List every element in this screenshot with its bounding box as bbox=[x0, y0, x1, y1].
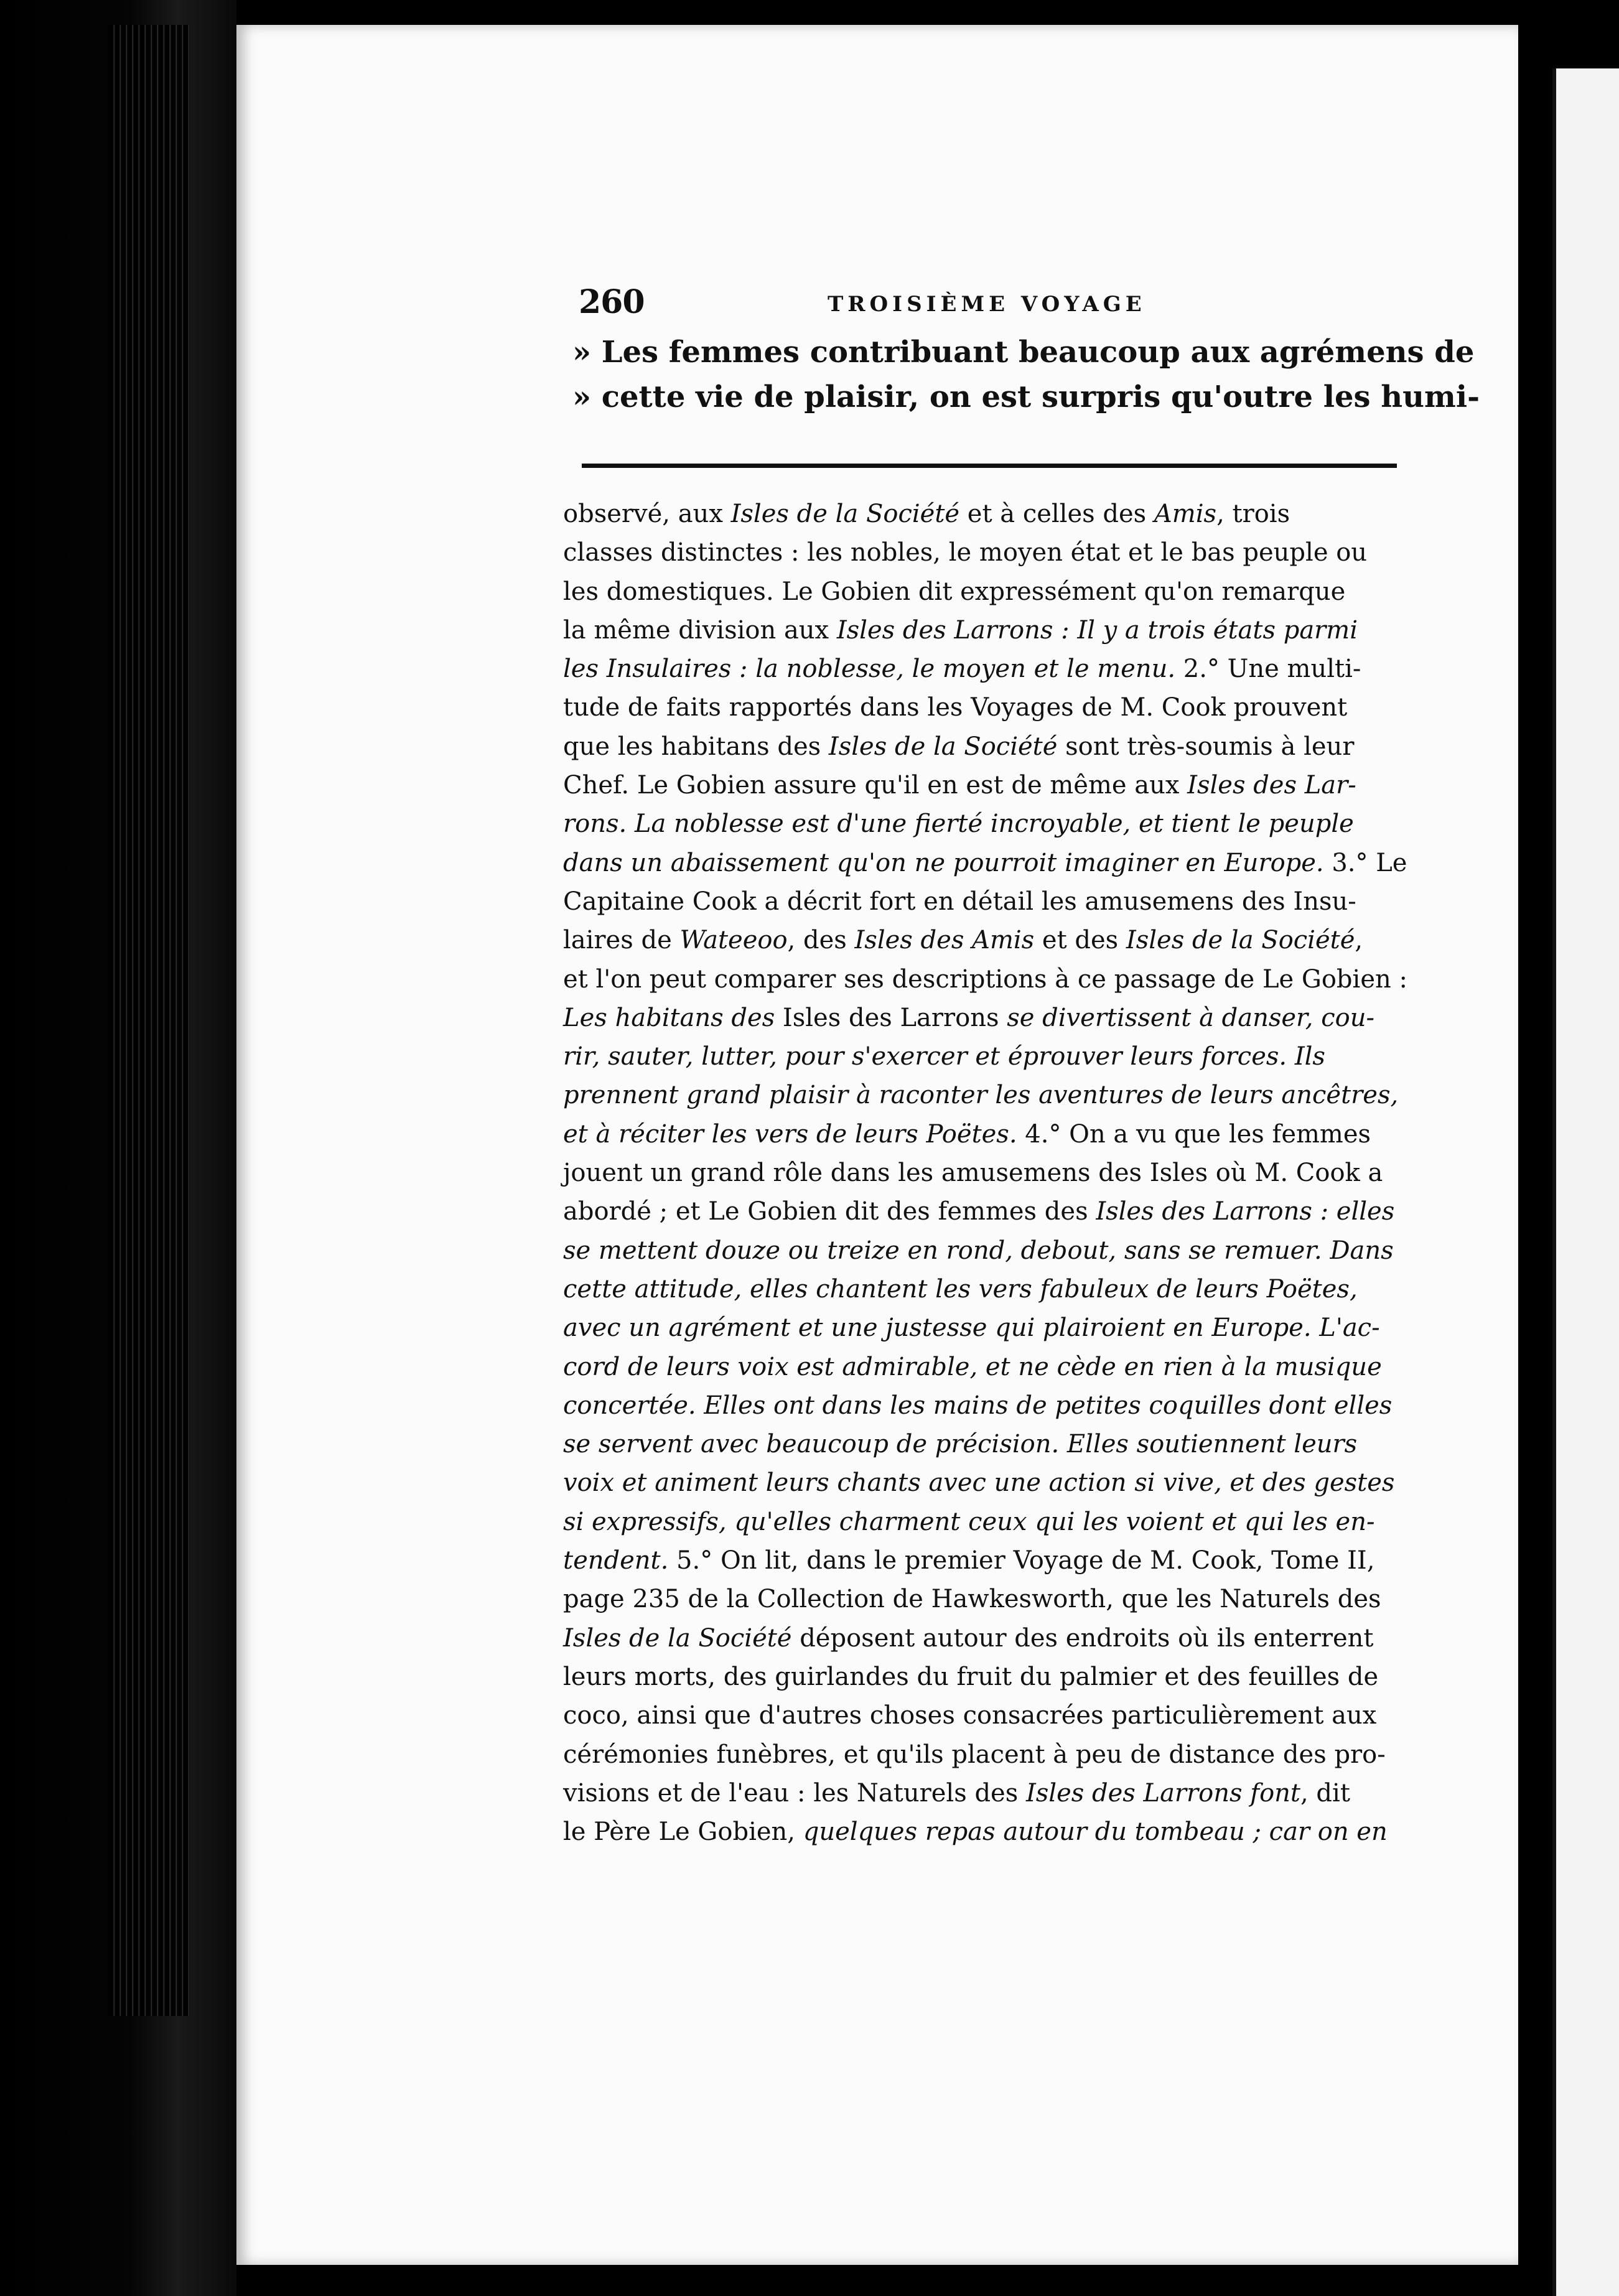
page-number: 260 bbox=[579, 283, 645, 321]
facing-page-edge bbox=[1552, 68, 1619, 2296]
italic-run: cette attitude, elles chantent les vers fabuleux de leurs Poëtes, bbox=[563, 1274, 1358, 1304]
body-text bbox=[563, 495, 1407, 1851]
text-line bbox=[563, 611, 1384, 650]
text-run: , dit bbox=[1300, 1778, 1350, 1808]
text-line bbox=[563, 1192, 1395, 1231]
italic-run: et à réciter les vers de leurs Poëtes. bbox=[563, 1119, 1017, 1149]
text-line bbox=[563, 727, 1384, 766]
italic-run: rons. La noblesse est d'une fierté incroyable, et tient le peuple bbox=[563, 810, 1354, 839]
text-run: 3.° Le bbox=[1323, 848, 1407, 877]
text-run: coco, ainsi que d'autres choses consacrées particulièrement aux bbox=[563, 1701, 1377, 1730]
italic-run: concertée. Elles ont dans les mains de petites coquilles dont elles bbox=[563, 1391, 1393, 1420]
text-run: , bbox=[1355, 926, 1363, 955]
italic-run: se divertissent à danser, cou- bbox=[1007, 1003, 1374, 1032]
text-line bbox=[563, 1580, 1384, 1618]
italic-run: Isles des Lar- bbox=[1187, 771, 1356, 800]
italic-run: Isles de la Société bbox=[563, 1623, 792, 1653]
text-line bbox=[563, 1348, 1384, 1386]
text-line bbox=[563, 1076, 1399, 1114]
text-run: et l'on peut comparer ses descriptions à ce passage de Le Gobien : bbox=[563, 964, 1407, 994]
text-line bbox=[563, 572, 1384, 611]
text-run: et des bbox=[1034, 926, 1126, 955]
text-run: et à celles des bbox=[959, 500, 1154, 528]
italic-run: Isles de la Société bbox=[1126, 926, 1355, 955]
text-run: Chef. Le Gobien assure qu'il en est de même aux bbox=[563, 771, 1188, 800]
quote-line: » Les femmes contribuant beaucoup aux agrémens de bbox=[572, 335, 1475, 370]
text-line bbox=[563, 1309, 1384, 1347]
italic-run: les Insulaires : la noblesse, le moyen et le menu. bbox=[563, 655, 1176, 684]
italic-run: quelques repas autour du tombeau ; car on en bbox=[803, 1818, 1388, 1847]
italic-run: Isles des Larrons : Il y a trois états parmi bbox=[836, 615, 1358, 645]
italic-run: Les habitans des bbox=[563, 1003, 775, 1032]
quote-line: » cette vie de plaisir, on est surpris qu'outre les humi- bbox=[572, 380, 1480, 414]
text-run: tude de faits rapportés dans les Voyages de M. Cook prouvent bbox=[563, 693, 1348, 722]
text-line bbox=[563, 921, 1384, 959]
text-run: jouent un grand rôle dans les amusemens des Isles où M. Cook a bbox=[563, 1159, 1383, 1188]
text-run: abordé ; et Le Gobien dit des femmes des bbox=[563, 1197, 1096, 1226]
horizontal-rule bbox=[582, 464, 1397, 468]
italic-run: Isles des Larrons : elles bbox=[1096, 1197, 1395, 1226]
text-line bbox=[563, 999, 1384, 1037]
text-line bbox=[563, 1619, 1384, 1658]
text-line bbox=[563, 1541, 1384, 1580]
text-line bbox=[563, 1154, 1384, 1192]
italic-run: si expressifs, qu'elles charment ceux qui les voient et qui les en- bbox=[563, 1507, 1375, 1536]
italic-run: Isles des Amis bbox=[854, 926, 1035, 955]
text-line bbox=[563, 533, 1384, 572]
text-line bbox=[563, 1813, 1388, 1851]
text-line bbox=[563, 1658, 1384, 1696]
text-line bbox=[563, 1037, 1384, 1076]
text-run: , des bbox=[787, 926, 855, 955]
text-line bbox=[563, 844, 1407, 882]
text-line bbox=[563, 960, 1407, 999]
italic-run: se mettent douze ou treize en rond, debout, sans se remuer. Dans bbox=[563, 1236, 1394, 1265]
page-header bbox=[579, 283, 1201, 327]
text-run: page 235 de la Collection de Hawkesworth, que les Naturels des bbox=[563, 1585, 1381, 1614]
italic-run: tendent. bbox=[563, 1546, 669, 1575]
text-line bbox=[563, 882, 1384, 921]
text-run: la même division aux bbox=[563, 615, 837, 645]
text-line bbox=[563, 495, 1384, 533]
text-run: le Père Le Gobien, bbox=[563, 1818, 803, 1847]
text-run: 2.° Une multi- bbox=[1175, 655, 1361, 684]
text-run: 5.° On lit, dans le premier Voyage de M. Cook, Tome II, bbox=[668, 1546, 1375, 1575]
quoted-passage bbox=[572, 330, 1480, 419]
text-line bbox=[563, 1463, 1395, 1502]
text-line bbox=[563, 1386, 1393, 1425]
text-run: Isles des Larrons bbox=[775, 1003, 1007, 1032]
text-line bbox=[563, 805, 1384, 843]
text-line bbox=[563, 1425, 1384, 1463]
page-stack-edge bbox=[109, 25, 190, 2016]
text-line bbox=[563, 766, 1384, 805]
italic-run: avec un agrément et une justesse qui plairoient en Europe. L'ac- bbox=[563, 1314, 1380, 1343]
text-line bbox=[563, 650, 1384, 688]
text-run: 4.° On a vu que les femmes bbox=[1017, 1119, 1371, 1149]
text-run: observé, aux bbox=[563, 500, 731, 528]
italic-run: Amis bbox=[1154, 500, 1217, 528]
text-line bbox=[563, 1774, 1384, 1813]
text-run: sont très-soumis à leur bbox=[1057, 732, 1355, 761]
text-line bbox=[563, 1696, 1384, 1735]
text-line bbox=[563, 1231, 1394, 1270]
text-run: Capitaine Cook a décrit fort en détail les amusemens des Insu- bbox=[563, 887, 1356, 916]
text-run: leurs morts, des guirlandes du fruit du palmier et des feuilles de bbox=[563, 1662, 1379, 1691]
text-line bbox=[563, 1735, 1384, 1774]
text-run: visions et de l'eau : les Naturels des bbox=[563, 1778, 1026, 1808]
italic-run: Isles de la Société bbox=[828, 732, 1058, 761]
italic-run: rir, sauter, lutter, pour s'exercer et éprouver leurs forces. Ils bbox=[563, 1042, 1325, 1071]
italic-run: prennent grand plaisir à raconter les aventures de leurs ancêtres, bbox=[563, 1081, 1399, 1110]
italic-run: Isles de la Société bbox=[730, 500, 960, 528]
running-head: TROISIÈME VOYAGE bbox=[828, 292, 1146, 317]
text-line bbox=[563, 1270, 1384, 1309]
italic-run: Wateeoo bbox=[679, 926, 788, 955]
text-line bbox=[563, 1115, 1384, 1154]
italic-run: cord de leurs voix est admirable, et ne cède en rien à la musique bbox=[563, 1352, 1382, 1381]
text-line bbox=[563, 688, 1384, 727]
text-line bbox=[563, 1503, 1384, 1541]
text-run: que les habitans des bbox=[563, 732, 829, 761]
italic-run: voix et animent leurs chants avec une action si vive, et des gestes bbox=[563, 1468, 1395, 1498]
italic-run: dans un abaissement qu'on ne pourroit imaginer en Europe. bbox=[563, 848, 1324, 877]
text-run: laires de bbox=[563, 926, 680, 955]
text-run: les domestiques. Le Gobien dit expressément qu'on remarque bbox=[563, 577, 1346, 606]
text-run: déposent autour des endroits où ils enterrent bbox=[791, 1623, 1374, 1653]
text-run: , trois bbox=[1216, 500, 1290, 528]
italic-run: Isles des Larrons font bbox=[1025, 1778, 1300, 1808]
text-run: classes distinctes : les nobles, le moyen état et le bas peuple ou bbox=[563, 538, 1368, 567]
text-run: cérémonies funèbres, et qu'ils placent à peu de distance des pro- bbox=[563, 1740, 1386, 1769]
italic-run: se servent avec beaucoup de précision. Elles soutiennent leurs bbox=[563, 1430, 1358, 1459]
